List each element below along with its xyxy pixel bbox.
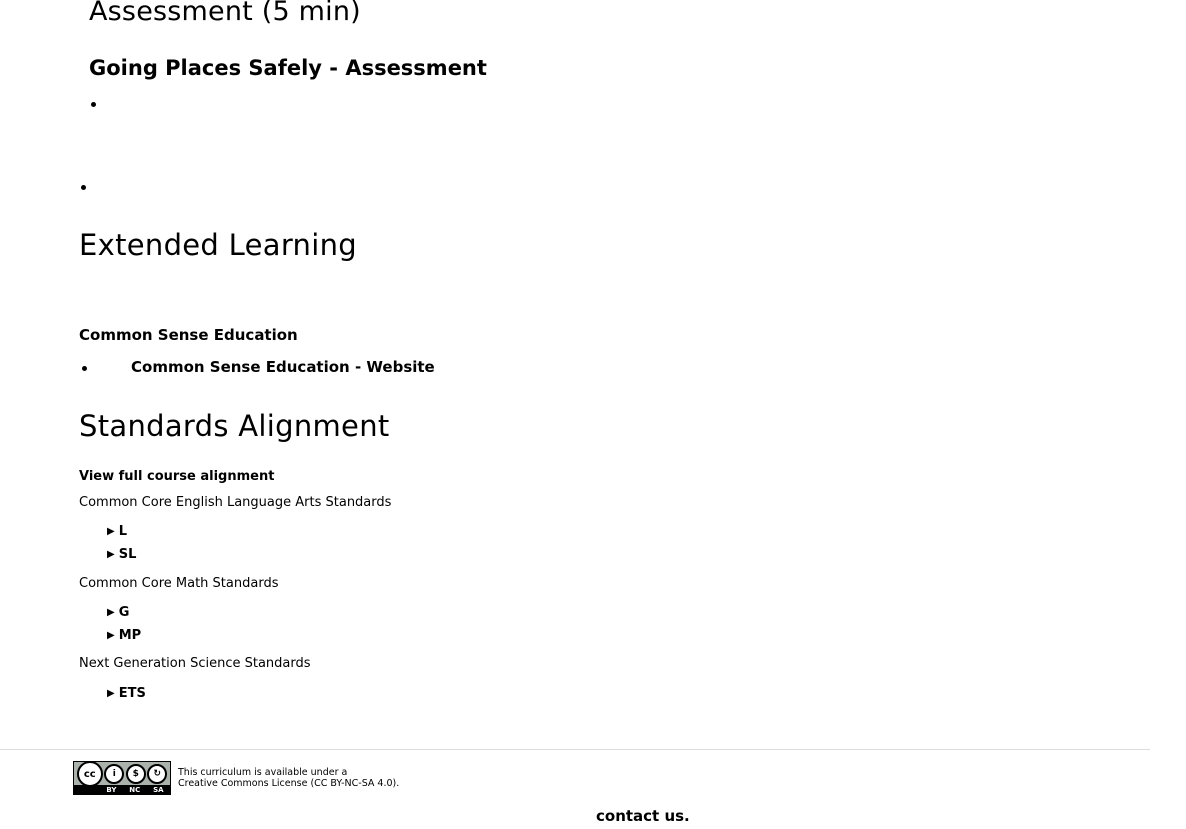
standards-group-title-ngss: Next Generation Science Standards (79, 656, 311, 671)
cc-badge-label: NC (129, 785, 141, 794)
view-full-alignment-link[interactable]: View full course alignment (79, 469, 275, 484)
standard-code: SL (118, 547, 137, 562)
standards-group-title-math: Common Core Math Standards (79, 576, 279, 591)
standard-code: MP (118, 628, 142, 643)
extended-learning-group-title: Common Sense Education (79, 326, 298, 344)
footer-divider (0, 749, 1150, 750)
common-sense-website-link[interactable]: Common Sense Education - Website (131, 358, 435, 376)
disclosure-triangle-icon: ▶ (107, 549, 115, 560)
disclosure-triangle-icon: ▶ (107, 688, 115, 699)
extended-learning-heading: Extended Learning (79, 228, 357, 262)
cc-icon: cc (77, 761, 103, 787)
standards-alignment-heading: Standards Alignment (79, 409, 390, 443)
disclosure-triangle-icon: ▶ (107, 526, 115, 537)
standard-code: G (118, 605, 130, 620)
cc-badge-label: SA (153, 785, 164, 794)
standard-item-g[interactable] (107, 604, 129, 622)
disclosure-triangle-icon: ▶ (107, 630, 115, 641)
list-bullet (81, 185, 86, 190)
license-link[interactable]: Creative Commons License (CC BY-NC-SA 4.0). (178, 778, 400, 789)
attribution-icon: i (104, 764, 124, 784)
list-bullet (82, 366, 87, 371)
noncommercial-icon: $ (126, 764, 146, 784)
list-bullet (91, 102, 96, 107)
standard-code: ETS (118, 686, 146, 701)
standard-item-l[interactable] (107, 523, 127, 541)
disclosure-triangle-icon: ▶ (107, 607, 115, 618)
license-line: This curriculum is available under a (178, 767, 348, 778)
standard-item-sl[interactable] (107, 546, 136, 564)
assessment-heading: Assessment (5 min) (89, 0, 361, 27)
assessment-subheading: Going Places Safely - Assessment (89, 56, 487, 80)
contact-us-link[interactable]: contact us. (596, 807, 690, 825)
license-text (178, 767, 399, 789)
cc-badge-label: BY (106, 785, 117, 794)
standard-item-ets[interactable] (107, 685, 146, 703)
sharealike-icon: ↻ (147, 764, 167, 784)
standard-item-mp[interactable] (107, 627, 141, 645)
standards-group-title-ela: Common Core English Language Arts Standards (79, 495, 392, 510)
standard-code: L (118, 524, 127, 539)
creative-commons-badge[interactable] (73, 761, 171, 795)
